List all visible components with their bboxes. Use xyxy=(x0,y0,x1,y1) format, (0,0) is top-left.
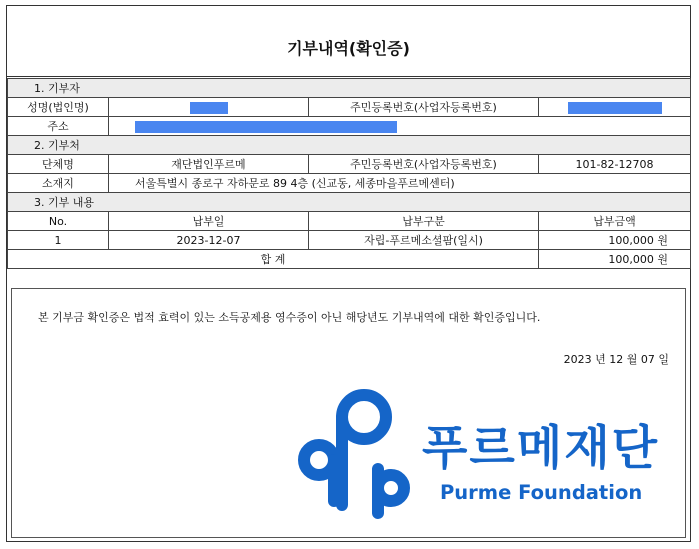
donor-address-value xyxy=(109,117,691,136)
donation-row xyxy=(8,231,691,250)
document-title: 기부내역(확인증) xyxy=(287,39,410,58)
recipient-org-row xyxy=(8,155,691,174)
row-amount: 100,000 원 xyxy=(539,231,691,250)
header-no: No. xyxy=(8,212,109,231)
recipient-section-row xyxy=(8,136,691,155)
logo-english-text: Purme Foundation xyxy=(440,481,643,504)
logo-korean-text: 푸르메재단 xyxy=(422,421,660,476)
row-no: 1 xyxy=(8,231,109,250)
donor-section-row xyxy=(8,79,691,98)
total-amount: 100,000 원 xyxy=(539,250,691,269)
recipient-id-value: 101-82-12708 xyxy=(539,155,691,174)
redacted-donor-name xyxy=(190,102,228,114)
total-row xyxy=(8,250,691,269)
confirmation-document xyxy=(6,5,691,542)
header-date: 납부일 xyxy=(109,212,309,231)
recipient-location-label: 소재지 xyxy=(8,174,109,193)
row-date: 2023-12-07 xyxy=(109,231,309,250)
header-amount: 납부금액 xyxy=(539,212,691,231)
row-type: 자립-푸르메소셜팜(일시) xyxy=(309,231,539,250)
recipient-location-row xyxy=(8,174,691,193)
donation-section-title: 3. 기부 내용 xyxy=(8,193,691,212)
total-label: 합 계 xyxy=(8,250,539,269)
donor-address-label: 주소 xyxy=(8,117,109,136)
donor-name-value xyxy=(109,98,309,117)
title-divider xyxy=(7,76,690,77)
recipient-org-label: 단체명 xyxy=(8,155,109,174)
donor-id-value xyxy=(539,98,691,117)
notice-box xyxy=(11,288,686,538)
recipient-location-value: 서울특별시 종로구 자하문로 89 4층 (신교동, 세종마을푸르메센터) xyxy=(109,174,691,193)
redacted-donor-address xyxy=(135,121,397,133)
donor-address-row xyxy=(8,117,691,136)
notice-text: 본 기부금 확인증은 법적 효력이 있는 소득공제용 영수증이 아닌 해당년도 기부내역에 대한 확인증입니다. xyxy=(38,311,541,324)
purme-foundation-logo xyxy=(290,383,660,523)
recipient-id-label: 주민등록번호(사업자등록번호) xyxy=(309,155,539,174)
donor-name-row xyxy=(8,98,691,117)
donor-id-label: 주민등록번호(사업자등록번호) xyxy=(309,98,539,117)
donation-section-row xyxy=(8,193,691,212)
donation-header-row xyxy=(8,212,691,231)
recipient-section-title: 2. 기부처 xyxy=(8,136,691,155)
redacted-donor-id xyxy=(568,102,662,114)
purme-symbol-icon xyxy=(290,383,420,523)
issue-date: 2023 년 12 월 07 일 xyxy=(563,353,669,366)
donor-name-label: 성명(법인명) xyxy=(8,98,109,117)
donor-section-title: 1. 기부자 xyxy=(8,79,691,98)
donation-table xyxy=(7,78,691,269)
recipient-org-value: 재단법인푸르메 xyxy=(109,155,309,174)
header-type: 납부구분 xyxy=(309,212,539,231)
